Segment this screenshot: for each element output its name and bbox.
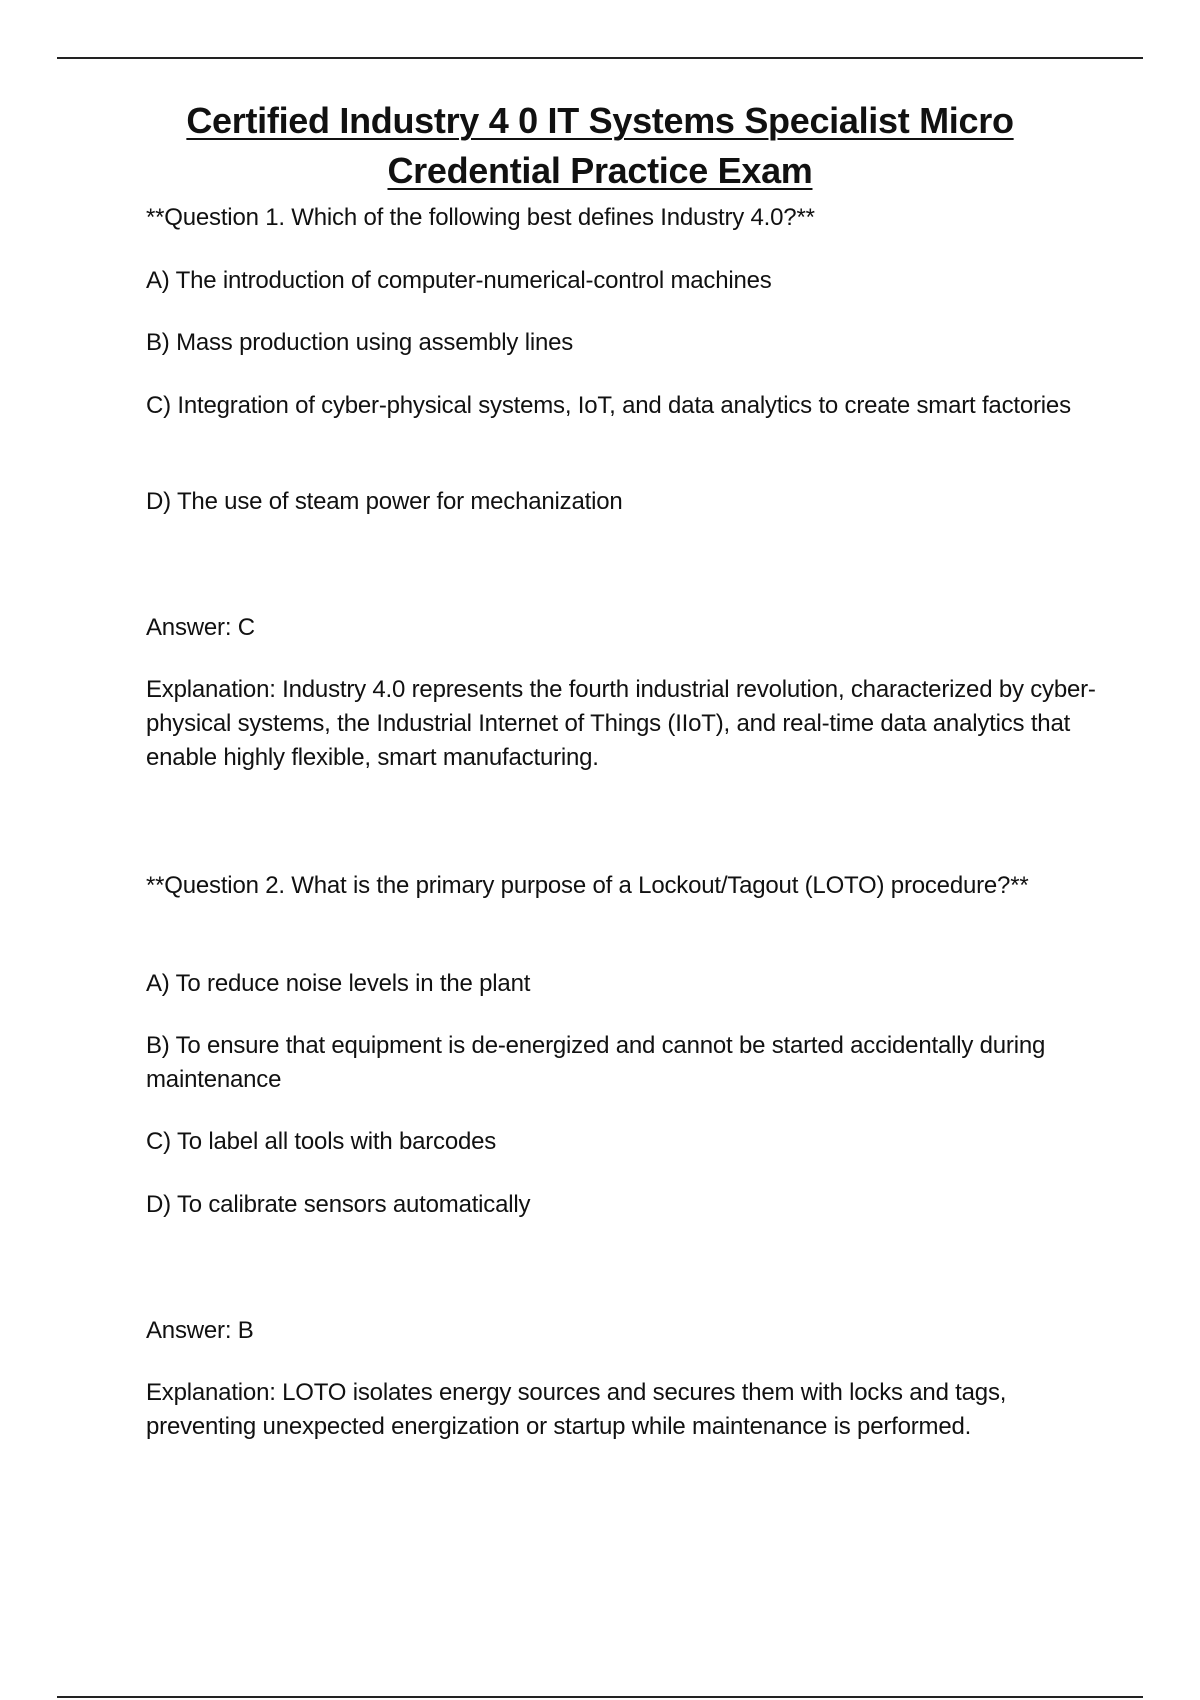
question-2-answer: Answer: B	[146, 1317, 254, 1344]
title-line-2: Credential Practice Exam	[387, 150, 813, 192]
title-line-1: Certified Industry 4 0 IT Systems Specialist Micro	[186, 100, 1014, 142]
question-2-option-b: B) To ensure that equipment is de-energized and cannot be started accidentally during maintenance	[146, 1032, 1046, 1093]
question-1-explanation: Explanation: Industry 4.0 represents the fourth industrial revolution, characterized by cyber-physical systems, the Industrial Internet of Things (IIoT), and real-time data analytics that enable highly flexible, smart manufacturing.	[146, 676, 1096, 771]
question-2-option-c: C) To label all tools with barcodes	[146, 1128, 497, 1155]
question-2-option-d: D) To calibrate sensors automatically	[146, 1191, 531, 1218]
question-2-option-a: A) To reduce noise levels in the plant	[146, 970, 531, 997]
bottom-rule	[57, 1696, 1143, 1698]
question-1-answer: Answer: C	[146, 614, 255, 641]
question-1-option-c: C) Integration of cyber-physical systems, IoT, and data analytics to create smart factories	[146, 392, 1071, 419]
top-rule	[57, 57, 1143, 59]
page-title	[60, 96, 1140, 196]
question-1-text: **Question 1. Which of the following best defines Industry 4.0?**	[146, 204, 815, 231]
question-1-option-b: B) Mass production using assembly lines	[146, 329, 574, 356]
question-1-option-a: A) The introduction of computer-numerical-control machines	[146, 267, 772, 294]
question-1-option-d: D) The use of steam power for mechanization	[146, 488, 623, 515]
question-2-text: **Question 2. What is the primary purpose of a Lockout/Tagout (LOTO) procedure?**	[146, 872, 1029, 899]
question-2-explanation: Explanation: LOTO isolates energy sources and secures them with locks and tags, preventing unexpected energization or startup while maintenance is performed.	[146, 1379, 1007, 1440]
